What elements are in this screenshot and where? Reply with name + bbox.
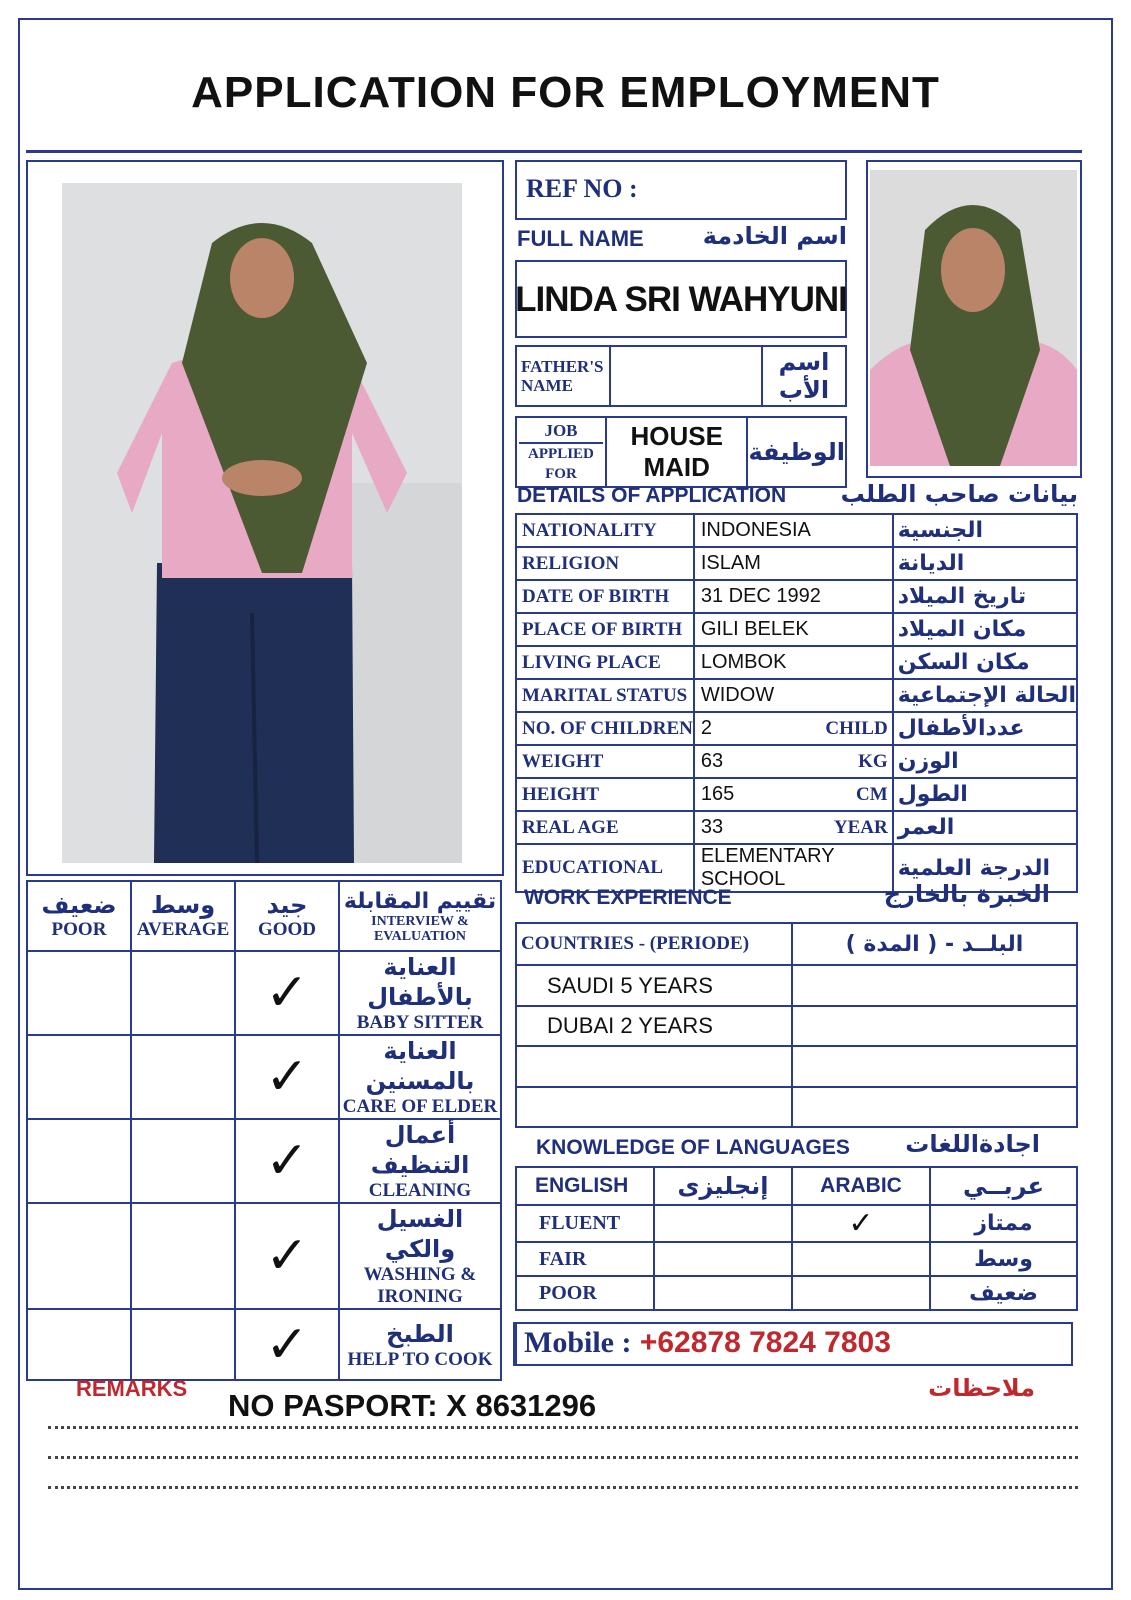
eval-good-check: ✓ — [235, 1119, 339, 1203]
details-label: HEIGHT — [516, 778, 694, 811]
lang-arabic: ARABIC — [792, 1167, 930, 1205]
full-name-label: FULL NAME — [517, 226, 644, 251]
details-value-cell — [694, 778, 893, 811]
details-value-cell — [694, 613, 893, 646]
work-ar-cell — [792, 965, 1077, 1005]
eval-average-cell — [131, 951, 235, 1035]
details-label-ar: الوزن — [893, 745, 1077, 778]
lang-level-en: FAIR — [516, 1242, 654, 1276]
details-label-ar: الحالة الإجتماعية — [893, 679, 1077, 712]
eval-header-good — [235, 881, 339, 951]
eval-header-poor-en: POOR — [51, 919, 107, 940]
eval-poor-cell — [27, 951, 131, 1035]
eval-header-average-en: AVERAGE — [136, 919, 230, 940]
details-label-ar: مكان السكن — [893, 646, 1077, 679]
details-unit: YEAR — [833, 817, 888, 838]
mobile-label: Mobile : — [524, 1326, 632, 1359]
lang-level-ar: ضعيف — [930, 1276, 1077, 1310]
lang-english-ar: إنجليزى — [654, 1167, 792, 1205]
details-unit: CHILD — [825, 718, 888, 739]
eval-skill-ar: الغسيل والكي — [376, 1205, 464, 1263]
job-label-ar: الوظيفة — [747, 417, 846, 487]
details-unit: CM — [856, 784, 888, 805]
eval-skill-en: CARE OF ELDER — [342, 1096, 498, 1117]
details-label: DATE OF BIRTH — [516, 580, 694, 613]
work-country-period: SAUDI 5 YEARS — [516, 965, 792, 1005]
job-label-2: APPLIED FOR — [519, 442, 603, 484]
details-value: ELEMENTARY SCHOOL — [700, 845, 835, 890]
details-value-cell — [694, 712, 893, 745]
details-value: GILI BELEK — [700, 618, 809, 640]
evaluation-header-row — [27, 881, 501, 951]
remarks-text: NO PASPORT: X 8631296 — [228, 1388, 597, 1423]
mobile-value: +62878 7824 7803 — [639, 1326, 891, 1359]
details-row — [516, 514, 1077, 547]
eval-skill-ar: العناية بالأطفال — [367, 953, 473, 1011]
father-name-label-ar: اسم الأب — [762, 346, 846, 406]
eval-poor-cell — [27, 1309, 131, 1380]
eval-header-good-ar: جيد — [266, 891, 308, 919]
eval-average-cell — [131, 1035, 235, 1119]
father-name-table — [515, 345, 847, 407]
details-label: WEIGHT — [516, 745, 694, 778]
details-row — [516, 613, 1077, 646]
evaluation-row — [27, 1203, 501, 1309]
details-heading: DETAILS OF APPLICATION — [517, 484, 787, 507]
details-label: RELIGION — [516, 547, 694, 580]
details-label-ar: مكان الميلاد — [893, 613, 1077, 646]
header-divider — [26, 150, 1082, 153]
lang-arabic-mark: ✓ — [792, 1205, 930, 1242]
full-body-photo — [62, 183, 462, 863]
details-value: WIDOW — [700, 684, 775, 706]
lang-english-mark — [654, 1205, 792, 1242]
remarks-line-1 — [48, 1426, 1078, 1429]
job-label-1: JOB — [544, 421, 578, 440]
work-experience-header-row — [516, 923, 1077, 965]
eval-skill-cell — [339, 1203, 501, 1309]
details-label-ar: الجنسية — [893, 514, 1077, 547]
work-experience-row — [516, 1087, 1077, 1127]
details-value: INDONESIA — [700, 519, 811, 541]
details-value: ISLAM — [700, 552, 761, 574]
work-experience-row — [516, 965, 1077, 1005]
eval-skill-cell — [339, 1035, 501, 1119]
eval-skill-cell — [339, 1309, 501, 1380]
work-ar-cell — [792, 1087, 1077, 1127]
eval-header-poor-ar: ضعيف — [41, 891, 117, 919]
details-value: 2 — [700, 717, 712, 739]
lang-english-mark — [654, 1242, 792, 1276]
evaluation-row — [27, 1035, 501, 1119]
eval-skill-en: CLEANING — [368, 1180, 472, 1201]
remarks-line-2 — [48, 1456, 1078, 1459]
details-table — [515, 513, 1078, 893]
eval-good-check: ✓ — [235, 1035, 339, 1119]
form-title: APPLICATION FOR EMPLOYMENT — [191, 68, 940, 117]
work-country-period: DUBAI 2 YEARS — [516, 1006, 792, 1046]
father-name-label-2: NAME — [521, 376, 573, 395]
details-row — [516, 547, 1077, 580]
details-value: LOMBOK — [700, 651, 787, 673]
full-name-value: LINDA SRI WAHYUNI — [515, 280, 847, 319]
eval-header-interview-ar: تقييم المقابلة — [343, 888, 497, 914]
details-label-ar: الديانة — [893, 547, 1077, 580]
eval-average-cell — [131, 1119, 235, 1203]
language-level-row — [516, 1242, 1077, 1276]
details-label-ar: الدرجة العلمية — [893, 844, 1077, 892]
eval-poor-cell — [27, 1035, 131, 1119]
work-experience-table — [515, 922, 1078, 1128]
work-experience-row — [516, 1046, 1077, 1086]
evaluation-row — [27, 1119, 501, 1203]
details-value: 31 DEC 1992 — [700, 585, 821, 607]
lang-english-mark — [654, 1276, 792, 1310]
eval-skill-en: BABY SITTER — [356, 1012, 484, 1033]
lang-level-en: POOR — [516, 1276, 654, 1310]
details-value: 165 — [700, 783, 735, 805]
details-unit: KG — [858, 751, 888, 772]
job-label-cell — [516, 417, 606, 487]
father-name-label-cell — [516, 346, 610, 406]
work-experience-row — [516, 1006, 1077, 1046]
eval-average-cell — [131, 1203, 235, 1309]
father-name-label-1: FATHER'S — [521, 357, 604, 376]
eval-skill-en: HELP TO COOK — [347, 1348, 493, 1370]
eval-average-cell — [131, 1309, 235, 1380]
portrait-photo — [870, 170, 1077, 466]
details-row — [516, 745, 1077, 778]
evaluation-table — [26, 880, 502, 1381]
details-label-ar: العمر — [893, 811, 1077, 844]
eval-header-poor — [27, 881, 131, 951]
lang-english: ENGLISH — [516, 1167, 654, 1205]
details-value-cell — [694, 646, 893, 679]
remarks-label: REMARKS — [76, 1376, 188, 1401]
details-label: NO. OF CHILDREN — [516, 712, 694, 745]
eval-skill-ar: الطبخ — [386, 1319, 454, 1348]
details-label: LIVING PLACE — [516, 646, 694, 679]
languages-heading: KNOWLEDGE OF LANGUAGES — [536, 1136, 850, 1159]
lang-level-ar: وسط — [930, 1242, 1077, 1276]
eval-header-average — [131, 881, 235, 951]
lang-arabic-ar: عربــي — [930, 1167, 1077, 1205]
details-value-cell — [694, 514, 893, 547]
details-heading-ar: بيانات صاحب الطلب — [840, 480, 1078, 508]
details-value: 63 — [700, 750, 724, 772]
evaluation-row — [27, 951, 501, 1035]
details-label: PLACE OF BIRTH — [516, 613, 694, 646]
details-label-ar: عددالأطفال — [893, 712, 1077, 745]
language-level-row — [516, 1205, 1077, 1242]
father-name-value — [610, 346, 762, 406]
details-row — [516, 679, 1077, 712]
work-country-period — [516, 1046, 792, 1086]
languages-table — [515, 1166, 1078, 1311]
work-country-period — [516, 1087, 792, 1127]
eval-skill-cell — [339, 951, 501, 1035]
job-value: HOUSE MAID — [606, 417, 748, 487]
eval-poor-cell — [27, 1119, 131, 1203]
details-row — [516, 646, 1077, 679]
eval-poor-cell — [27, 1203, 131, 1309]
details-value-cell — [694, 811, 893, 844]
details-row — [516, 580, 1077, 613]
details-value: 33 — [700, 816, 724, 838]
details-value-cell — [694, 679, 893, 712]
mobile-line — [524, 1326, 891, 1360]
lang-arabic-mark — [792, 1276, 930, 1310]
eval-skill-cell — [339, 1119, 501, 1203]
job-table — [515, 416, 847, 488]
eval-skill-ar: العناية بالمسنين — [365, 1037, 475, 1095]
eval-header-interview — [339, 881, 501, 951]
eval-skill-ar: أعمال التنظيف — [370, 1121, 470, 1179]
evaluation-row — [27, 1309, 501, 1380]
details-label-ar: تاريخ الميلاد — [893, 580, 1077, 613]
eval-header-good-en: GOOD — [257, 919, 317, 940]
work-ar-cell — [792, 1006, 1077, 1046]
details-label: MARITAL STATUS — [516, 679, 694, 712]
details-label: REAL AGE — [516, 811, 694, 844]
details-value-cell — [694, 547, 893, 580]
eval-skill-en: WASHING & IRONING — [363, 1264, 477, 1307]
ref-no-label: REF NO : — [526, 174, 638, 203]
details-row — [516, 778, 1077, 811]
language-level-row — [516, 1276, 1077, 1310]
work-experience-heading-ar: الخبرة بالخارج — [883, 880, 1050, 908]
languages-header-row — [516, 1167, 1077, 1205]
eval-good-check: ✓ — [235, 951, 339, 1035]
details-label: EDUCATIONAL — [516, 844, 694, 892]
eval-good-check: ✓ — [235, 1203, 339, 1309]
work-col-en: COUNTRIES - (PERIODE) — [516, 923, 792, 965]
lang-arabic-mark — [792, 1242, 930, 1276]
lang-level-en: FLUENT — [516, 1205, 654, 1242]
work-experience-heading: WORK EXPERIENCE — [524, 886, 732, 909]
details-row — [516, 811, 1077, 844]
work-ar-cell — [792, 1046, 1077, 1086]
remarks-line-3 — [48, 1486, 1078, 1489]
languages-heading-ar: اجادةاللغات — [905, 1130, 1040, 1158]
details-row — [516, 712, 1077, 745]
details-label-ar: الطول — [893, 778, 1077, 811]
details-value-cell — [694, 745, 893, 778]
full-name-label-ar: اسم الخادمة — [702, 222, 847, 250]
eval-header-interview-en: INTERVIEW & EVALUATION — [371, 913, 469, 944]
details-value-cell — [694, 580, 893, 613]
work-col-ar: البلــد - ( المدة ) — [792, 923, 1077, 965]
details-label: NATIONALITY — [516, 514, 694, 547]
eval-good-check: ✓ — [235, 1309, 339, 1380]
lang-level-ar: ممتاز — [930, 1205, 1077, 1242]
eval-header-average-ar: وسط — [150, 891, 216, 919]
remarks-label-ar: ملاحظات — [928, 1374, 1035, 1402]
